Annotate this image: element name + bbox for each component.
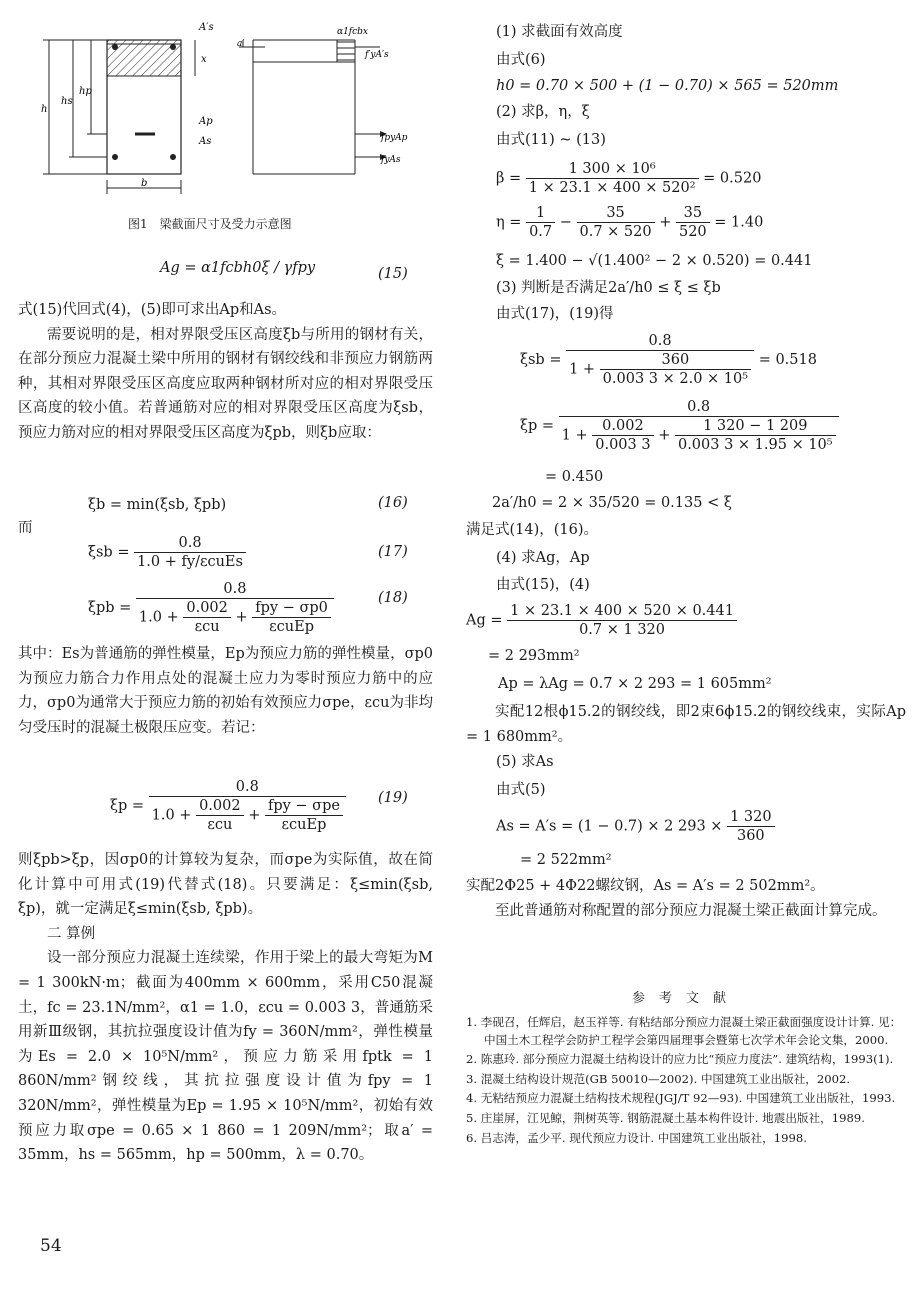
label-as-top: A′s — [199, 22, 214, 33]
reference-item: 2. 陈惠玲. 部分预应力混凝土结构设计的应力比“预应力度法”. 建筑结构，1993(1). — [466, 1052, 894, 1067]
step-1: (1) 求截面有效高度 — [496, 24, 623, 40]
satisfy-line: 满足式(14)，(16)。 — [466, 522, 599, 538]
eq-as: As = A′s = (1 − 0.7) × 2 293 × $\frac{1 320}{360}$ — [496, 808, 775, 845]
eq18-number: (18) — [378, 590, 408, 606]
eq-beta: β = $\frac{\text{1 300 × 10⁶}}{\text{1 × 23.1 × 400 × 520²}}$ = 0.520 — [496, 161, 762, 196]
label-x: x — [201, 54, 207, 65]
label-fyas: fyAs — [381, 155, 401, 165]
para-5: 设一部分预应力混凝土连续梁，作用于梁上的最大弯矩为M = 1 300kN·m；截面为400mm × 600mm，采用C50混凝土，fc = 23.1N/mm²，α1 = 1.0，εcu = 0.003 3，普通筋采用新Ⅲ级钢，其抗拉强度设计值为fy = 360N/mm²，弹性模量为Es = 2.0 × 10⁵N/mm²，预应力筋采用fptk = 1 860N/mm²钢绞线，其抗拉强度设计值为fpy = 1 320N/mm²，弹性模量为Ep = 1.95 × 10⁵N/mm²，初始有效预应力取σpe = 0.65 × 1 860 = 1 209N/mm²；取a′ = 35mm，hs = 565mm，hp = 500mm，λ = 0.70。 — [18, 950, 433, 1164]
references — [466, 987, 906, 1149]
reference-item: 4. 无粘结预应力混凝土结构技术规程(JGJ/T 92—93). 中国建筑工业出版社，1993. — [466, 1091, 896, 1106]
label-fpyap: fpyAp — [381, 133, 408, 143]
label-hp: hp — [79, 86, 92, 97]
left-text-b — [18, 642, 433, 740]
step-4: (4) 求Ag，Ap — [496, 550, 590, 566]
eq15: Ag = α1fcbh0ξ / γfpy — [160, 260, 316, 276]
check-line: 2a′/h0 = 2 × 35/520 = 0.135 < ξ — [492, 495, 732, 511]
label-conc-force: α1fcbx — [337, 27, 369, 37]
eq-ag-result: = 2 293mm² — [488, 648, 580, 664]
step-2a: 由式(11) ~ (13) — [496, 132, 606, 148]
label-fyas-top: f′yA′s — [365, 50, 389, 60]
step-1a: 由式(6) — [496, 52, 546, 68]
eq-xip-result: = 0.450 — [545, 469, 604, 485]
label-a-prime: a′ — [237, 39, 245, 49]
eq-xip: ξp = 0.8 1 + $\frac{0.002}{0.003 3}$ + $\frac{1 320 - 1 209}{\text{0.003 3 × 1.95 × 10⁵}}$ — [520, 398, 839, 454]
reference-item: 1. 李砚召，任辉启，赵玉祥等. 有粘结部分预应力混凝土梁正截面强度设计计算. 见：中国土木工程学会防护工程学会第四届理事会暨第七次学术年会论文集，2000. — [466, 1015, 902, 1047]
para-4: 则ξpb>ξp，因σp0的计算较为复杂，而σpe为实际值，故在简化计算中可用式(19)代替式(18)。只要满足：ξ≤min(ξsb, ξp)，就一定满足ξ≤min(ξsb, ξpb)。 — [18, 852, 433, 918]
para-1: 式(15)代回式(4)，(5)即可求出Ap和As。 — [18, 302, 287, 318]
eq16: ξb = min(ξsb, ξpb) — [88, 497, 227, 513]
references-title: 参考文献 — [631, 991, 740, 1006]
right-text-a — [466, 700, 906, 749]
eq17: ξsb = $\frac{0.8}{\text{1.0 + fy/εcuEs}}$ — [88, 534, 246, 571]
step-2: (2) 求β，η，ξ — [496, 104, 590, 120]
section-heading: 二 算例 — [47, 925, 96, 942]
eq19: ξp = 0.8 1.0 + $\frac{0.002}{\text{εcu}}$ + $\frac{\text{fpy − σpe}}{\text{εcuEp}}$ — [110, 778, 346, 834]
left-text-a — [18, 298, 433, 446]
eq-xi: ξ = 1.400 − √(1.400² − 2 × 0.520) = 0.441 — [496, 253, 813, 269]
label-h: h — [41, 104, 48, 115]
step-5a: 由式(5) — [496, 782, 546, 798]
eq-ag: Ag = $\frac{1 \times 23.1 \times 400 \times 520 \times 0.441}{0.7 \times 1 320}$ — [466, 602, 737, 639]
eq-as-result: = 2 522mm² — [520, 852, 612, 868]
right-text-b — [466, 874, 906, 923]
left-text-c — [18, 848, 433, 1168]
eq18: ξpb = 0.8 1.0 + $\frac{0.002}{\text{εcu}}$ + $\frac{\text{fpy − σp0}}{\text{εcuEp}}$ — [88, 580, 334, 636]
para-ap: 实配12根ϕ15.2的钢绞线，即2束6ϕ15.2的钢绞线束，实际Ap = 1 680mm²。 — [466, 704, 906, 745]
page-number: 54 — [40, 1236, 62, 1256]
reference-item: 6. 吕志涛，孟少平. 现代预应力设计. 中国建筑工业出版社，1998. — [466, 1130, 807, 1145]
reference-item: 3. 混凝土结构设计规范(GB 50010—2002). 中国建筑工业出版社，2002. — [466, 1071, 851, 1086]
eq19-number: (19) — [378, 790, 408, 806]
eq-eta: η = $\frac{1}{0.7}$ − $\frac{35}{0.7 \times 520}$ + $\frac{35}{520}$ = 1.40 — [496, 205, 764, 240]
reference-item: 5. 庄崖屏，江见鲸，荆树英等. 钢筋混凝土基本构件设计. 地震出版社，1989. — [466, 1110, 865, 1125]
label-hs: hs — [61, 96, 73, 107]
step-3: (3) 判断是否满足2a′/h0 ≤ ξ ≤ ξb — [496, 280, 721, 296]
eq-xisb: ξsb = 0.8 1 + $\frac{360}{\text{0.003 3 × 2.0 × 10⁵}}$ = 0.518 — [520, 333, 817, 387]
step-3a: 由式(17)，(19)得 — [496, 306, 614, 322]
beam-section-figure — [35, 12, 420, 197]
step-4a: 由式(15)，(4) — [496, 577, 590, 593]
word-er: 而 — [18, 520, 33, 536]
eq-ap: Ap = λAg = 0.7 × 2 293 = 1 605mm² — [498, 676, 772, 692]
label-b: b — [141, 178, 148, 189]
para-as: 实配2Φ25 + 4Φ22螺纹钢，As = A′s = 2 502mm²。 — [466, 878, 825, 894]
figure-caption: 图1 梁截面尺寸及受力示意图 — [128, 217, 292, 231]
eq15-number: (15) — [378, 266, 408, 282]
eq17-number: (17) — [378, 544, 408, 560]
label-as: As — [199, 136, 212, 147]
para-3: 其中：Es为普通筋的弹性模量，Ep为预应力筋的弹性模量，σp0为预应力筋合力作用点处的混凝土应力为零时预应力筋中的应力，σp0为通常大于预应力筋的初始有效预应力σpe，εcu为非均匀受压时的混凝土极限压应变。若记： — [18, 646, 433, 736]
para-end: 至此普通筋对称配置的部分预应力混凝土梁正截面计算完成。 — [495, 902, 887, 919]
eq16-number: (16) — [378, 495, 408, 511]
label-ap: Ap — [199, 116, 213, 127]
compression-zone — [107, 40, 181, 76]
step-5: (5) 求As — [496, 754, 554, 770]
step-1b: h0 = 0.70 × 500 + (1 − 0.70) × 565 = 520mm — [496, 78, 839, 94]
para-2: 需要说明的是，相对界限受压区高度ξb与所用的钢材有关，在部分预应力混凝土梁中所用的钢材有钢绞线和非预应力钢筋两种，其相对界限受压区高度应取两种钢材所对应的相对界限受压区高度的较小值。若普通筋对应的相对界限受压区高度为ξsb，预应力筋对应的相对界限受压区高度为ξpb，则ξb应取： — [18, 326, 433, 441]
